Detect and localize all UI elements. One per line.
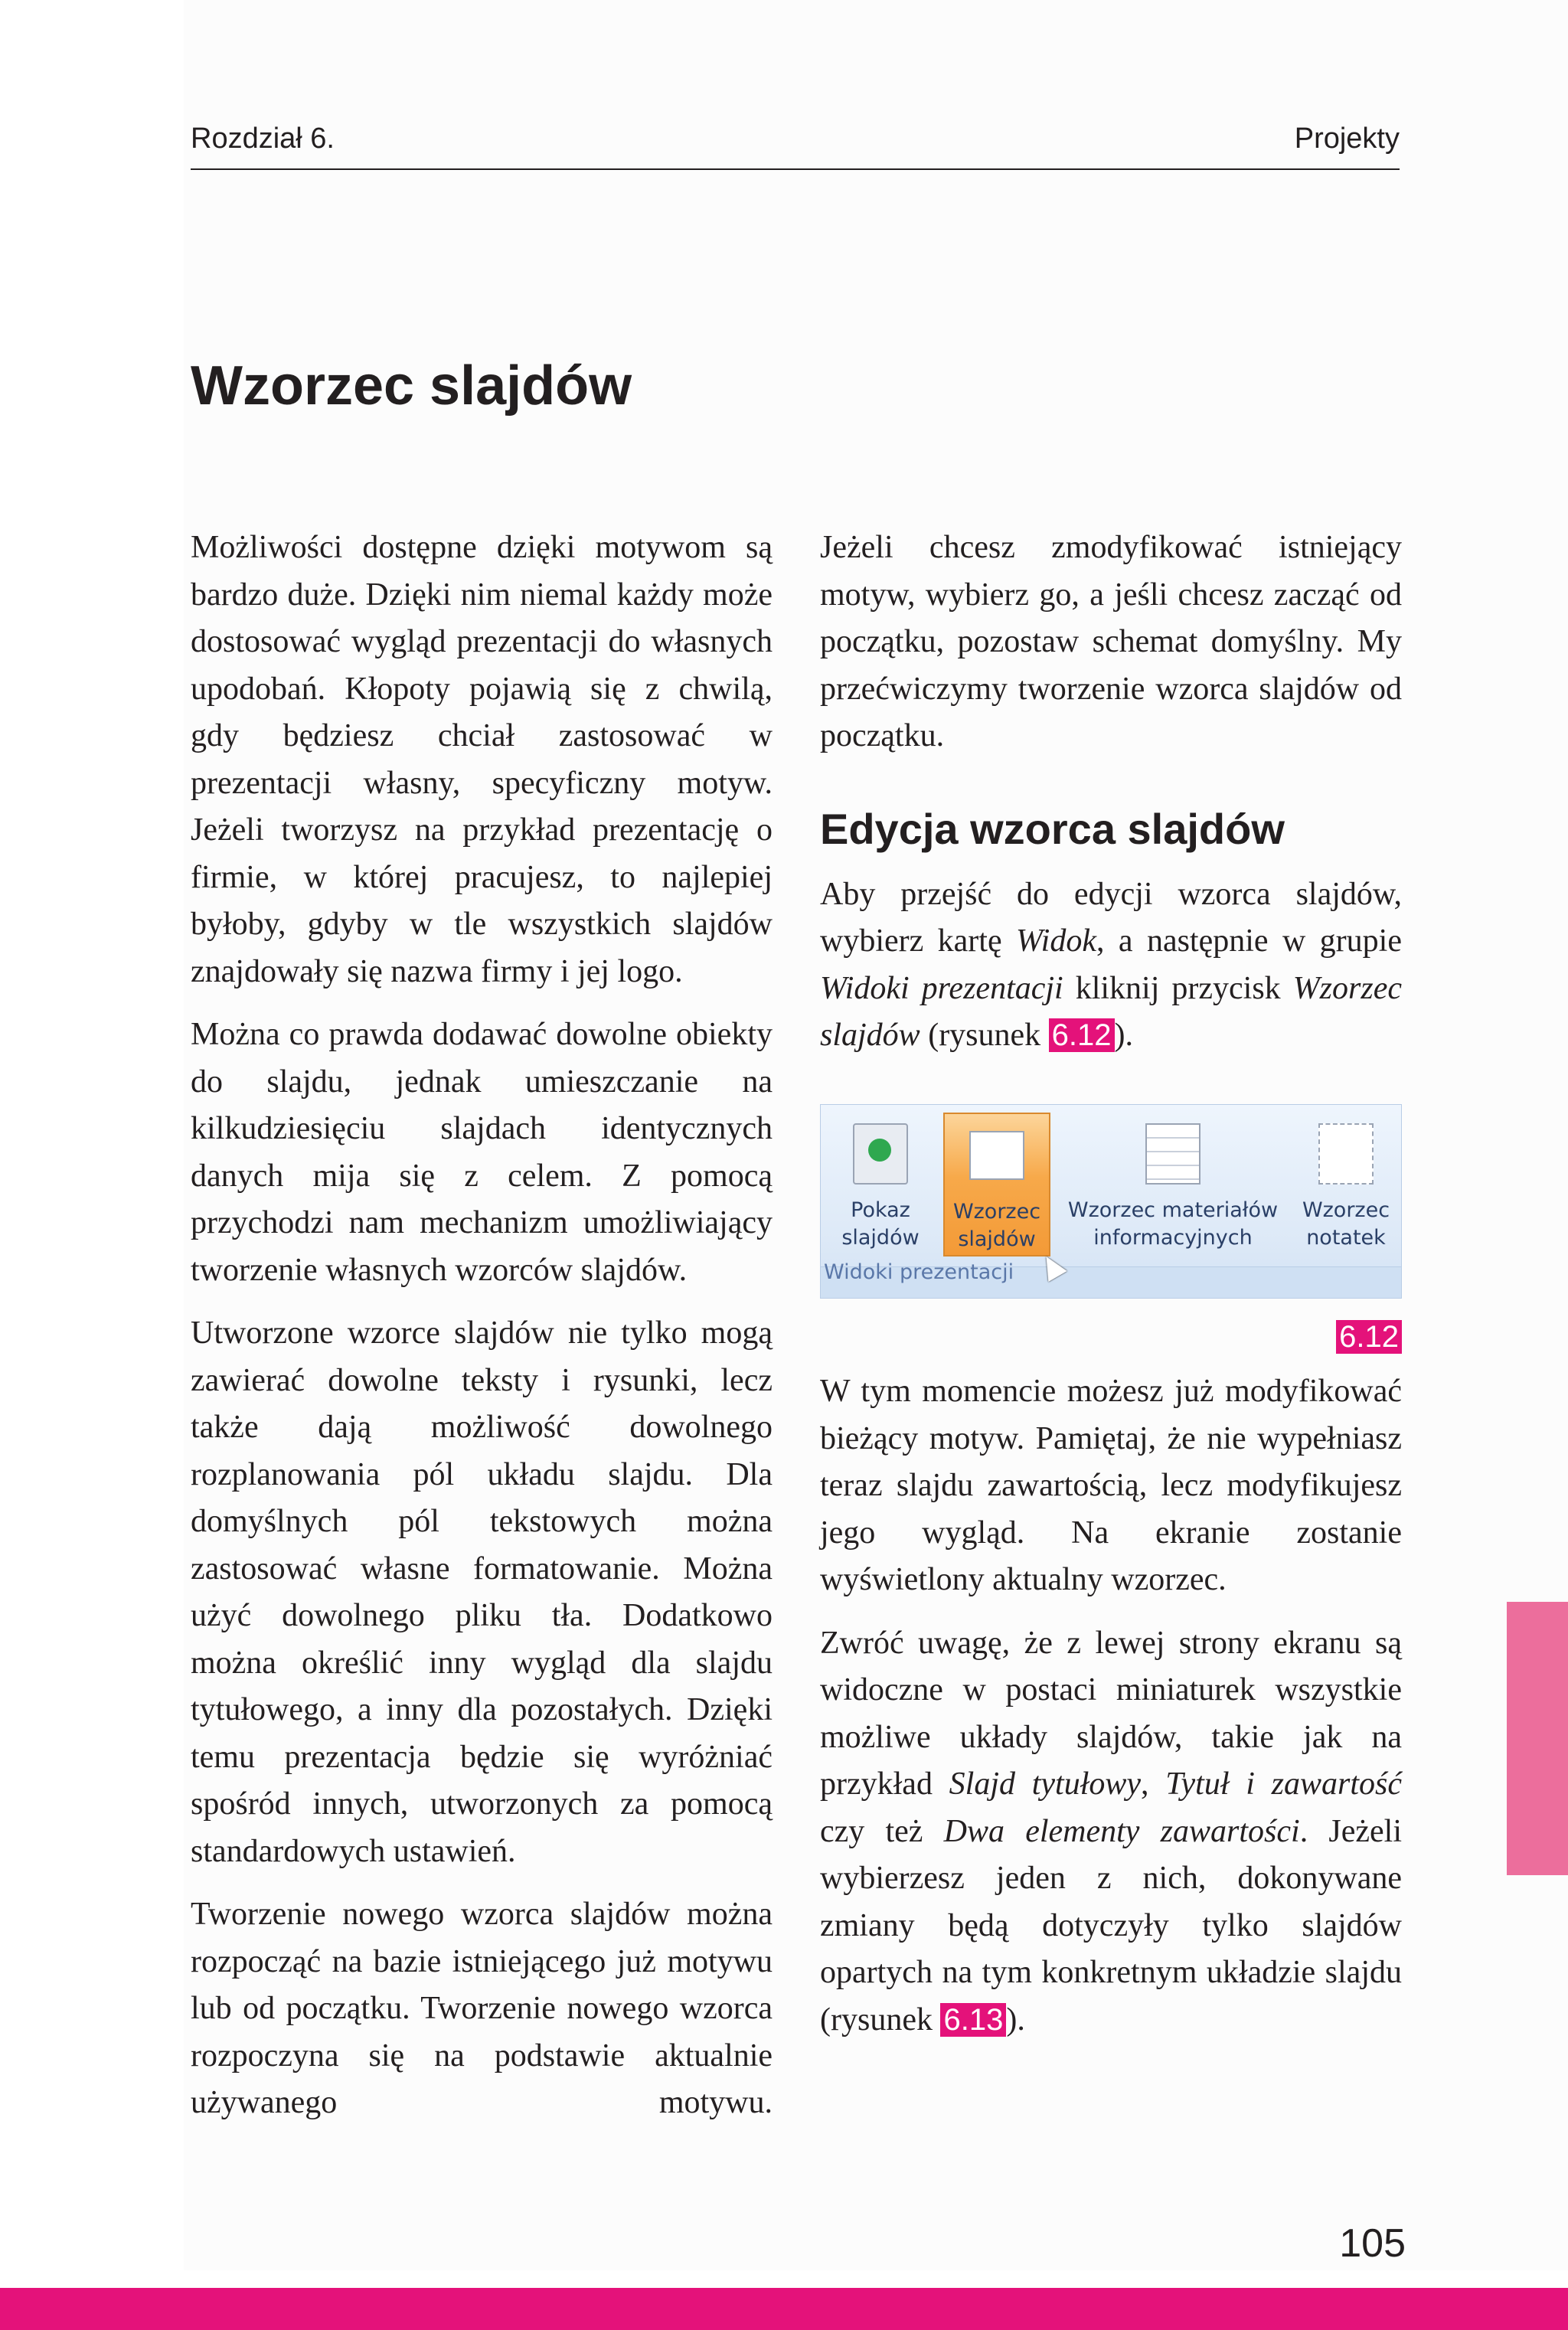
paragraph: Aby przejść do edycji wzorca slajdów, wybierz kartę Widok, a następnie w grupie Widoki prezentacji kliknij przycisk Wzorzec slajdów (rysunek 6.12). [820, 876, 1402, 1054]
notes-master-button: Wzorzec notatek [1294, 1113, 1398, 1257]
running-header-section: Projekty [1294, 123, 1400, 155]
figure-label: 6.12 [820, 1314, 1402, 1361]
header-rule [191, 168, 1400, 170]
ribbon-screenshot [820, 1104, 1402, 1299]
handout-master-icon [1145, 1123, 1200, 1185]
handout-master-button: Wzorzec materiałów informacyjnych [1054, 1113, 1292, 1257]
page-title: Wzorzec slajdów [191, 355, 632, 417]
paragraph: Jeżeli chcesz zmodyfikować istniejący motyw, wybierz go, a jeśli chcesz zacząć od początku, pozostaw schemat domyślny. My przećwiczymy tworzenie wzorca slajdów od początku. [820, 530, 1402, 753]
slide-master-button: Wzorzec slajdów [943, 1113, 1050, 1257]
slideshow-button: Pokaz slajdów [827, 1113, 934, 1257]
bottom-accent-bar [0, 2288, 1568, 2330]
paragraph: Tworzenie nowego wzorca slajdów można rozpocząć na bazie istniejącego już motywu lub od początku. Tworzenie nowego wzorca rozpoczyna się na podstawie aktualnie używanego motywu. [191, 1897, 773, 2120]
projector-icon [853, 1123, 908, 1185]
figure-reference: 6.12 [1049, 1018, 1115, 1052]
paragraph: Można co prawda dodawać dowolne obiekty do slajdu, jednak umieszczanie na kilkudziesięciu slajdach identycznych danych mija się z celem. Z pomocą przychodzi nam mechanizm umożliwiający tworzenie własnych wzorców slajdów. [191, 1017, 773, 1288]
ribbon-group-label: Widoki prezentacji [824, 1260, 1014, 1285]
paragraph: W tym momencie możesz już modyfikować bieżący motyw. Pamiętaj, że nie wypełniasz teraz slajdu zawartością, lecz modyfikujesz jego wygląd. Na ekranie zostanie wyświetlony aktualny wzorzec. [820, 1374, 1402, 1598]
slide-master-icon [969, 1131, 1024, 1180]
left-column [191, 524, 773, 2143]
paragraph: Utworzone wzorce slajdów nie tylko mogą zawierać dowolne teksty i rysunki, lecz także dają możliwość dowolnego rozplanowania pól układu slajdu. Dla domyślnych pól tekstowych można zastosować własne formatowanie. Można użyć dowolnego pliku tła. Dodatkowo można określić inny wygląd dla slajdu tytułowego, a inny dla pozostałych. Dzięki temu prezentacja będzie się wyróżniać spośród innych, utworzonych za pomocą standardowych ustawień. [191, 1315, 773, 1869]
running-header-chapter: Rozdział 6. [191, 123, 335, 155]
notes-master-icon [1318, 1123, 1374, 1185]
page-number: 105 [1339, 2221, 1406, 2266]
figure-reference: 6.13 [940, 2003, 1006, 2037]
paragraph: Zwróć uwagę, że z lewej strony ekranu są widoczne w postaci miniaturek wszystkie możliwe układy slajdów, takie jak na przykład Slajd tytułowy, Tytuł i zawartość czy też Dwa elementy zawartości. Jeżeli wybierzesz jeden z nich, dokonywane zmiany będą dotyczyły tylko slajdów opartych na tym konkretnym układzie slajdu (rysunek 6.13). [820, 1625, 1403, 2038]
paragraph: Możliwości dostępne dzięki motywom są bardzo duże. Dzięki nim niemal każdy może dostosować wygląd prezentacji do własnych upodobań. Kłopoty pojawią się z chwilą, gdy będziesz chciał zastosować w prezentacji własny, specyficzny motyw. Jeżeli tworzysz na przykład prezentację o firmie, w której pracujesz, to najlepiej byłoby, gdyby w tle wszystkich slajdów znajdowały się nazwa firmy i jej logo. [191, 530, 773, 989]
right-column [820, 524, 1402, 2060]
chapter-side-tab [1507, 1602, 1568, 1875]
section-heading: Edycja wzorca slajdów [820, 804, 1285, 853]
